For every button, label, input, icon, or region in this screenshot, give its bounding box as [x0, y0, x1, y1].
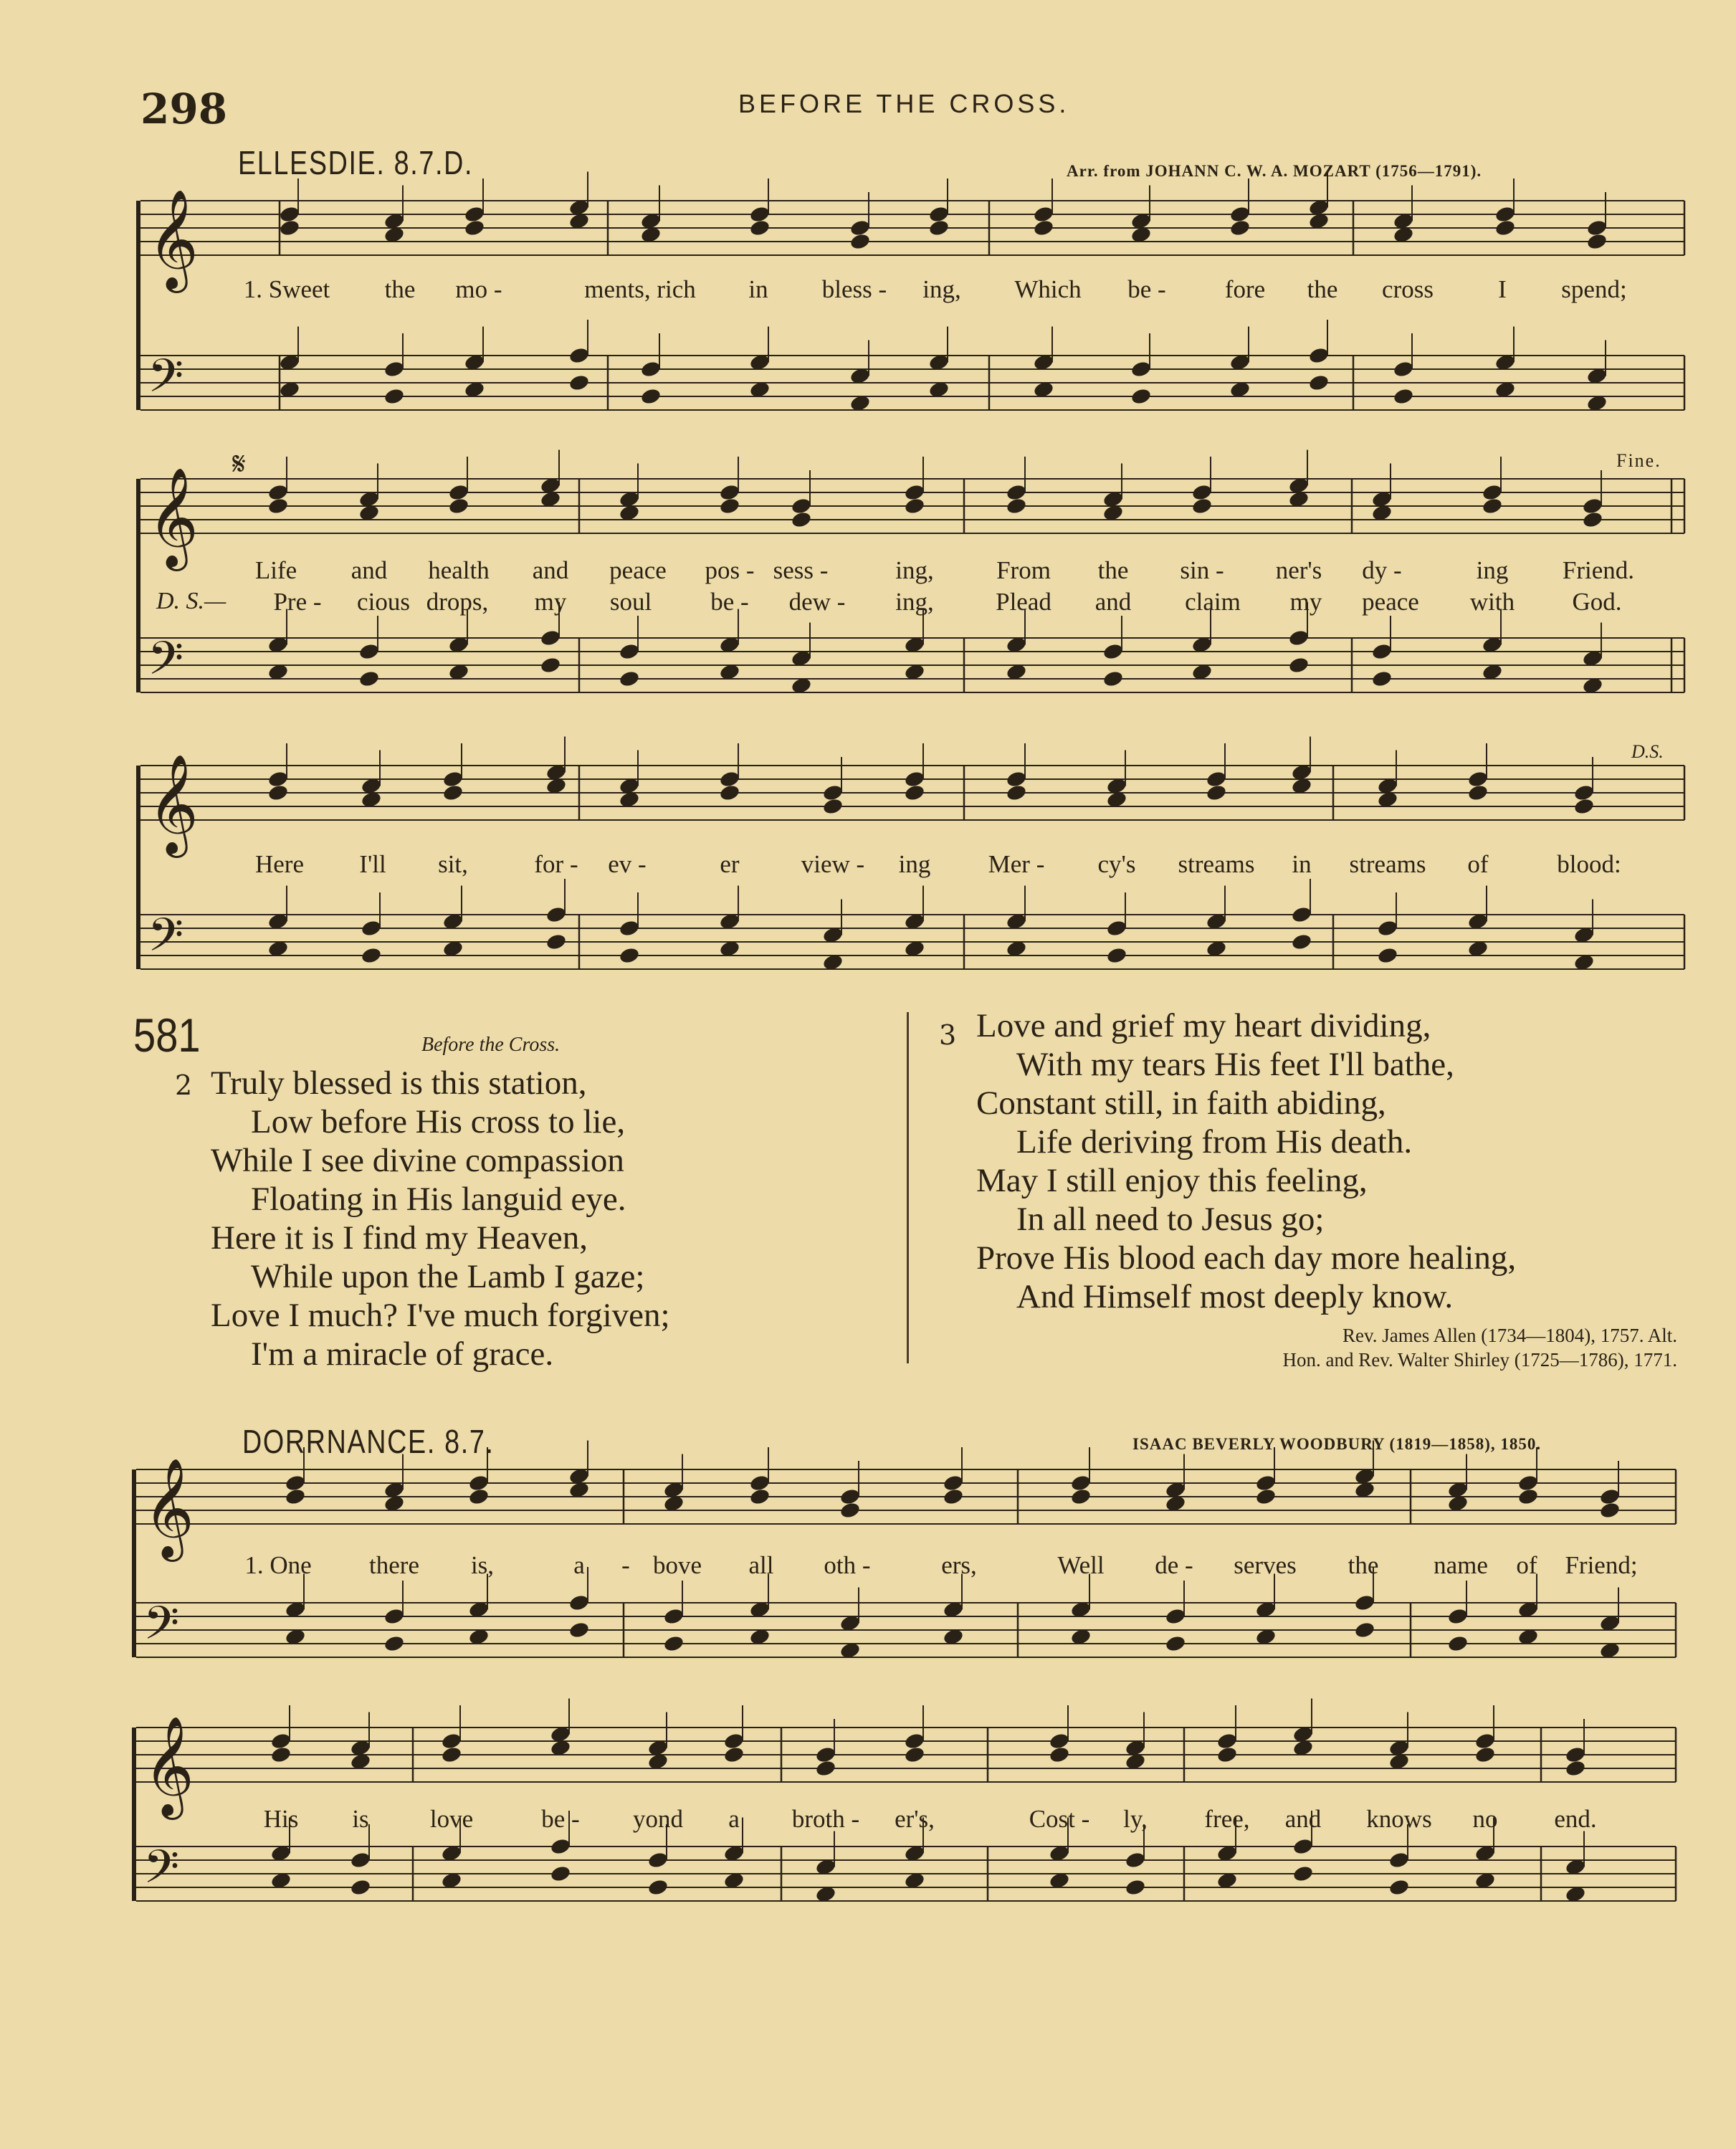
verse-2 [211, 1064, 670, 1373]
note-head [383, 1607, 406, 1626]
lyric-syllable: of [1516, 1551, 1537, 1579]
lyric-syllable: a [573, 1551, 585, 1579]
verse-line: Here it is I find my Heaven, [211, 1219, 588, 1257]
note-head [1482, 497, 1504, 515]
note-head [719, 770, 741, 788]
note-head [1125, 1878, 1147, 1897]
note-head [1255, 1487, 1277, 1506]
note-head [1393, 360, 1415, 378]
note-head [1106, 919, 1128, 938]
lyric-syllable: health [428, 556, 490, 584]
note-head [1494, 205, 1517, 224]
running-title: BEFORE THE CROSS. [738, 89, 1070, 118]
note-head [350, 1851, 372, 1869]
system-brace [136, 479, 140, 692]
note-head [839, 1501, 862, 1520]
fine-marker: Fine. [1616, 450, 1661, 471]
note-head [1255, 1474, 1277, 1492]
note-head [904, 1732, 926, 1750]
lyric-syllable: the [384, 275, 416, 303]
lyric-syllable: ments, rich [584, 275, 696, 303]
note-head [540, 629, 562, 647]
lyric-syllable: Friend; [1565, 1551, 1638, 1579]
lyric-syllable: claim [1185, 588, 1241, 616]
lyric-syllable: name [1434, 1551, 1488, 1579]
note-head [1229, 205, 1251, 224]
note-head [1288, 656, 1310, 675]
note-head [1049, 1732, 1071, 1750]
note-head [849, 232, 872, 251]
note-head [1354, 1593, 1376, 1612]
note-head [1102, 670, 1125, 688]
verse-line: Truly blessed is this station, [211, 1064, 587, 1102]
lyric-syllable: From [996, 556, 1051, 584]
note-head [270, 1745, 292, 1764]
note-head [1354, 1621, 1376, 1639]
verse-line: In all need to Jesus go; [1016, 1201, 1325, 1238]
note-head [464, 219, 486, 237]
lyric-syllable: end. [1554, 1805, 1597, 1833]
note-head [270, 1732, 292, 1750]
note-head [1206, 770, 1228, 788]
verse-line: Constant still, in faith abiding, [976, 1085, 1386, 1122]
lyric-syllable: God. [1572, 588, 1622, 616]
lyric-syllable: in [1292, 850, 1312, 878]
verse-3-number: 3 [939, 1019, 957, 1051]
note-head [550, 1864, 572, 1883]
lyric-syllable: cious [357, 588, 410, 616]
lyric-syllable: I [1498, 275, 1507, 303]
note-head [1191, 497, 1213, 515]
note-head [1006, 770, 1028, 788]
verse-line: Love and grief my heart dividing, [976, 1007, 1431, 1044]
note-head [1517, 1474, 1540, 1492]
verse-line: And Himself most deeply know. [1016, 1278, 1454, 1315]
note-head [815, 1759, 837, 1778]
lyric-syllable: de - [1155, 1551, 1193, 1579]
note-head [1292, 1837, 1315, 1856]
system-brace [132, 1728, 136, 1901]
verse-line: Love I much? I've much forgiven; [211, 1297, 670, 1334]
note-head [1102, 642, 1125, 661]
lyric-syllable: er's, [895, 1805, 935, 1833]
system-brace [136, 201, 140, 410]
tune-attribution-dorrnance: ISAAC BEVERLY WOODBURY (1819—1858), 1850. [1132, 1435, 1542, 1453]
note-head [1033, 205, 1055, 224]
note-head [663, 1607, 685, 1626]
lyric-syllable: ers, [941, 1551, 977, 1579]
note-head [619, 946, 641, 965]
verse-line: While upon the Lamb I gaze; [251, 1258, 645, 1295]
note-head [267, 770, 290, 788]
lyric-syllable: dy - [1362, 556, 1402, 584]
note-head [822, 797, 844, 816]
note-head [285, 1487, 307, 1506]
note-head [267, 497, 290, 515]
lyric-syllable: and [532, 556, 569, 584]
lyric-syllable: ing [1476, 556, 1509, 584]
note-head [568, 373, 591, 392]
lyric-syllable: my [1289, 588, 1322, 616]
lyric-syllable: peace [1362, 588, 1419, 616]
lyric-syllable: free, [1204, 1805, 1250, 1833]
lyric-syllable: His [263, 1805, 299, 1833]
bass-clef: 𝄢 [148, 909, 184, 973]
lyric-syllable: 1. Sweet [243, 275, 330, 303]
lyric-syllable: be - [1127, 275, 1166, 303]
note-head [383, 387, 406, 406]
note-head [928, 219, 950, 237]
note-head [839, 1487, 862, 1506]
note-head [749, 219, 771, 237]
lyric-syllable: be - [541, 1805, 580, 1833]
treble-clef: 𝄞 [148, 754, 199, 854]
lyric-syllable: ev - [608, 850, 647, 878]
note-head [1130, 360, 1153, 378]
lyric-syllable: and [1284, 1805, 1322, 1833]
verse-line: May I still enjoy this feeling, [976, 1162, 1368, 1199]
note-head [619, 919, 641, 938]
lyric-syllable: ner's [1275, 556, 1322, 584]
note-head [904, 783, 926, 802]
lyric-syllable: Pre - [273, 588, 322, 616]
note-head [568, 1593, 591, 1612]
note-head [361, 919, 383, 938]
lyric-syllable: ing, [895, 588, 934, 616]
system-brace [132, 1469, 136, 1657]
lyric-syllable: mo - [455, 275, 502, 303]
lyric-syllable: view - [801, 850, 865, 878]
verse-line: Life deriving from His death. [1016, 1123, 1413, 1161]
lyric-syllable: Well [1057, 1551, 1105, 1579]
note-head [1288, 629, 1310, 647]
note-head [358, 670, 381, 688]
note-head [815, 1745, 837, 1764]
verse-line: Prove His blood each day more healing, [976, 1239, 1517, 1277]
note-head [358, 642, 381, 661]
note-head [647, 1878, 669, 1897]
lyric-syllable: the [1307, 275, 1338, 303]
lyric-syllable: is, [470, 1551, 495, 1579]
note-head [1494, 219, 1517, 237]
lyric-syllable: for - [534, 850, 578, 878]
lyric-syllable: be - [710, 588, 749, 616]
lyric-syllable: there [369, 1551, 419, 1579]
bass-clef: 𝄢 [143, 1597, 180, 1662]
note-head [849, 219, 872, 237]
lyric-syllable: Mer - [988, 850, 1045, 878]
note-head [468, 1487, 490, 1506]
lyric-syllable: sit, [438, 850, 468, 878]
lyric-syllable: broth - [791, 1805, 860, 1833]
note-head [822, 783, 844, 802]
note-head [1006, 783, 1028, 802]
note-head [1070, 1487, 1092, 1506]
note-head [1482, 483, 1504, 502]
note-head [442, 783, 464, 802]
note-head [928, 205, 950, 224]
note-head [279, 219, 301, 237]
tune-name-ellesdie: ELLESDIE. 8.7.D. [238, 144, 474, 181]
treble-clef: 𝄞 [143, 1458, 194, 1558]
lyric-syllable: of [1467, 850, 1489, 878]
lyric-syllable: yond [633, 1805, 683, 1833]
note-head [1070, 1474, 1092, 1492]
note-head [1474, 1732, 1497, 1750]
note-head [1565, 1759, 1587, 1778]
note-head [640, 360, 662, 378]
tune-attribution-ellesdie: Arr. from JOHANN C. W. A. MOZART (1756—1791). [1067, 162, 1482, 180]
note-head [1291, 905, 1313, 924]
note-head [749, 1487, 771, 1506]
note-head [1049, 1745, 1071, 1764]
note-head [723, 1745, 745, 1764]
note-head [568, 346, 591, 365]
lyric-syllable: ing [898, 850, 931, 878]
note-head [1191, 483, 1213, 502]
note-head [1474, 1745, 1497, 1764]
verse-line: With my tears His feet I'll bathe, [1016, 1046, 1454, 1083]
note-head [904, 497, 926, 515]
note-head [1371, 670, 1393, 688]
note-head [1582, 497, 1604, 515]
tune-name-dorrnance: DORRNANCE. 8.7. [242, 1423, 495, 1460]
lyric-syllable: all [748, 1551, 774, 1579]
lyric-syllable: with [1469, 588, 1515, 616]
note-head [719, 783, 741, 802]
note-head [1377, 946, 1399, 965]
lyric-syllable: sin - [1180, 556, 1224, 584]
lyric-syllable: ing, [895, 556, 934, 584]
credit-reviser: Hon. and Rev. Walter Shirley (1725—1786), 1771. [1282, 1349, 1677, 1371]
note-head [1573, 797, 1596, 816]
note-head [383, 360, 406, 378]
note-head [1006, 483, 1028, 502]
note-head [1388, 1851, 1411, 1869]
lyric-syllable: is [352, 1805, 369, 1833]
note-head [1033, 219, 1055, 237]
note-head [441, 1745, 463, 1764]
lyric-syllable: bove [652, 1551, 702, 1579]
note-head [1165, 1607, 1187, 1626]
page-number: 298 [140, 85, 228, 133]
note-head [1206, 783, 1228, 802]
note-head [1447, 1607, 1469, 1626]
note-head [568, 1621, 591, 1639]
lyric-syllable: bless - [821, 275, 887, 303]
lyric-syllable: drops, [426, 588, 489, 616]
note-head [285, 1474, 307, 1492]
note-head [1467, 783, 1489, 802]
lyric-syllable: fore [1224, 275, 1266, 303]
note-head [749, 1474, 771, 1492]
lyric-syllable: serves [1234, 1551, 1297, 1579]
note-head [1216, 1732, 1239, 1750]
lyric-syllable: in [748, 275, 768, 303]
verse-line: Low before His cross to lie, [251, 1103, 626, 1140]
lyric-syllable: streams [1349, 850, 1426, 878]
note-head [1291, 933, 1313, 951]
note-head [719, 497, 741, 515]
lyric-syllable: Which [1014, 275, 1082, 303]
note-head [1377, 919, 1399, 938]
note-head [943, 1487, 965, 1506]
treble-clef: 𝄞 [148, 189, 199, 289]
note-head [448, 483, 470, 502]
bass-clef: 𝄢 [143, 1841, 180, 1905]
note-head [943, 1474, 965, 1492]
note-head [350, 1878, 372, 1897]
note-head [619, 642, 641, 661]
lyric-syllable: my [534, 588, 567, 616]
lyric-syllable: cross [1382, 275, 1434, 303]
hymn-title: Before the Cross. [421, 1034, 561, 1056]
note-head [1393, 387, 1415, 406]
note-head [1582, 510, 1604, 529]
note-head [1467, 770, 1489, 788]
note-head [1308, 373, 1330, 392]
lyric-syllable: Plead [996, 588, 1051, 616]
lyric-syllable: and [1094, 588, 1132, 616]
note-head [267, 483, 290, 502]
lyric-syllable: soul [609, 588, 652, 616]
note-head [1371, 642, 1393, 661]
note-head [904, 483, 926, 502]
hymn-number: 581 [133, 1009, 201, 1062]
verse-line: While I see divine compassion [211, 1142, 624, 1179]
lyric-syllable: and [350, 556, 388, 584]
note-head [464, 205, 486, 224]
lyric-syllable: love [429, 1805, 474, 1833]
lyric-syllable: Friend. [1562, 556, 1635, 584]
note-head [1599, 1501, 1621, 1520]
lyric-syllable: a [728, 1805, 740, 1833]
lyric-syllable: dew - [788, 588, 846, 616]
note-head [448, 497, 470, 515]
note-head [1599, 1487, 1621, 1506]
note-head [1447, 1634, 1469, 1653]
bass-clef: 𝄢 [148, 350, 184, 414]
note-head [540, 656, 562, 675]
bass-clef: 𝄢 [148, 632, 184, 697]
lyric-syllable: Here [254, 850, 305, 878]
treble-clef: 𝄞 [143, 1716, 194, 1816]
segno-sign: 𝄋 [232, 446, 246, 482]
lyric-syllable: Life [254, 556, 297, 584]
note-head [719, 483, 741, 502]
note-head [647, 1851, 669, 1869]
lyric-syllable: ly, [1123, 1805, 1148, 1833]
lyric-syllable: no [1472, 1805, 1498, 1833]
note-head [1125, 1851, 1147, 1869]
note-head [1586, 219, 1608, 237]
note-head [361, 946, 383, 965]
lyric-syllable: streams [1178, 850, 1255, 878]
treble-clef: 𝄞 [148, 467, 199, 567]
ds-marker: D.S. [1631, 741, 1664, 762]
lyric-syllable: Cost - [1029, 1805, 1090, 1833]
lyric-syllable: sess - [773, 556, 829, 584]
note-head [723, 1732, 745, 1750]
note-head [468, 1474, 490, 1492]
lyric-syllable: the [1348, 1551, 1379, 1579]
lyric-syllable: I'll [359, 850, 386, 878]
note-head [904, 1745, 926, 1764]
note-head [545, 905, 568, 924]
lyric-syllable: - [621, 1551, 630, 1579]
ds-label: D. S.— [156, 588, 226, 614]
note-head [1106, 946, 1128, 965]
note-head [1308, 346, 1330, 365]
note-head [545, 933, 568, 951]
note-head [1216, 1745, 1239, 1764]
note-head [904, 770, 926, 788]
lyric-syllable: 1. One [244, 1551, 312, 1579]
lyric-syllable: ing, [922, 275, 961, 303]
lyric-syllable: peace [609, 556, 667, 584]
note-head [1573, 783, 1596, 802]
note-head [383, 1634, 406, 1653]
system-brace [136, 766, 140, 969]
note-head [267, 783, 290, 802]
verse-2-number: 2 [175, 1069, 193, 1101]
verse-line: I'm a miracle of grace. [251, 1335, 554, 1373]
note-head [279, 205, 301, 224]
verse-line: Floating in His languid eye. [251, 1181, 626, 1218]
lyric-syllable: er [720, 850, 740, 878]
note-head [1565, 1745, 1587, 1764]
lyric-syllable: blood: [1557, 850, 1621, 878]
note-head [791, 497, 813, 515]
lyric-syllable: the [1097, 556, 1129, 584]
note-head [441, 1732, 463, 1750]
note-head [749, 205, 771, 224]
note-head [663, 1634, 685, 1653]
lyric-syllable: spend; [1561, 275, 1627, 303]
note-head [619, 670, 641, 688]
note-head [1006, 497, 1028, 515]
column-divider [907, 1012, 909, 1363]
note-head [1165, 1634, 1187, 1653]
note-head [1388, 1878, 1411, 1897]
note-head [640, 387, 662, 406]
note-head [1586, 232, 1608, 251]
lyric-syllable: oth - [824, 1551, 871, 1579]
note-head [442, 770, 464, 788]
note-head [1517, 1487, 1540, 1506]
note-head [550, 1837, 572, 1856]
lyric-syllable: cy's [1097, 850, 1136, 878]
credit-author: Rev. James Allen (1734—1804), 1757. Alt. [1342, 1325, 1677, 1346]
lyric-syllable: pos - [705, 556, 755, 584]
lyric-syllable: knows [1366, 1805, 1432, 1833]
note-head [1130, 387, 1153, 406]
verse-3 [976, 1006, 1516, 1316]
note-head [1229, 219, 1251, 237]
note-head [1292, 1864, 1315, 1883]
note-head [791, 510, 813, 529]
